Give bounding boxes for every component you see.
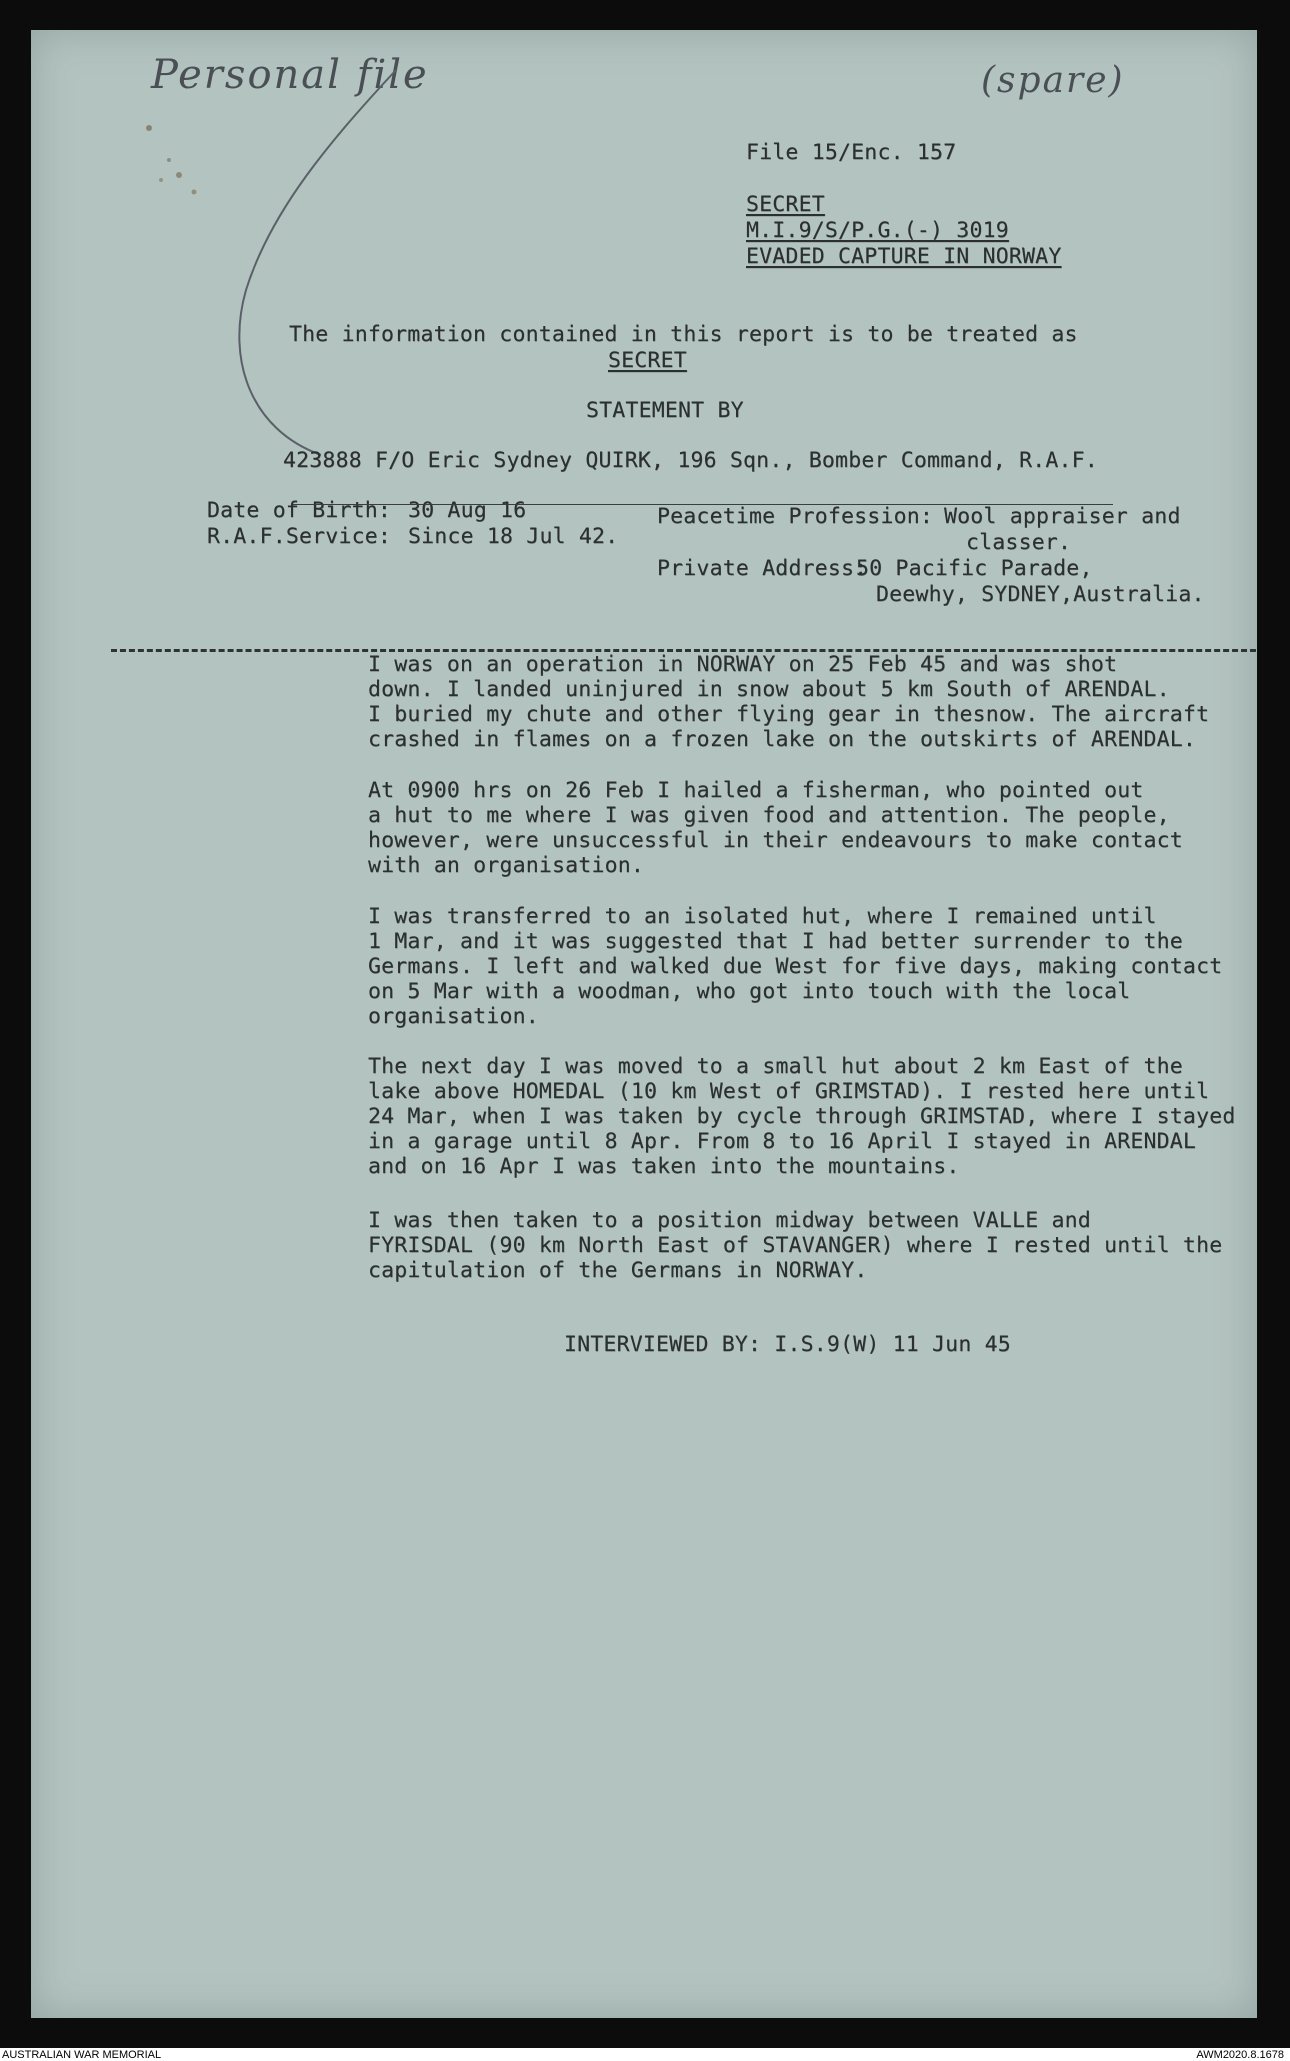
paragraph-line: crashed in flames on a frozen lake on the outskirts of ARENDAL.	[368, 727, 1197, 752]
dob-label: Date of Birth:	[207, 498, 392, 523]
paragraph-line: 24 Mar, when I was taken by cycle through GRIMSTAD, where I stayed	[368, 1104, 1236, 1129]
paragraph-line: organisation.	[368, 1004, 539, 1029]
report-number: M.I.9/S/P.G.(-) 3019	[746, 218, 1009, 243]
file-reference: File 15/Enc. 157	[746, 140, 957, 165]
paragraph-line: I was transferred to an isolated hut, where I remained until	[368, 904, 1157, 929]
address-value-line1: 50 Pacific Parade,	[856, 556, 1093, 581]
section-divider	[111, 649, 1256, 652]
profession-value-line2: classer.	[966, 530, 1072, 555]
paragraph-1	[368, 652, 1248, 752]
paragraph-line: I was then taken to a position midway between VALLE and	[368, 1208, 1091, 1233]
classification-label: SECRET	[746, 192, 825, 217]
paragraph-line: I was on an operation in NORWAY on 25 Feb 45 and was shot	[368, 652, 1118, 677]
address-label: Private Address:	[657, 556, 868, 581]
paragraph-line: with an organisation.	[368, 853, 645, 878]
address-value-line2: Deewhy, SYDNEY,Australia.	[876, 582, 1205, 607]
archive-credit: AUSTRALIAN WAR MEMORIAL	[2, 2049, 162, 2061]
paragraph-line: a hut to me where I was given food and attention. The people,	[368, 803, 1170, 828]
paragraph-line: Germans. I left and walked due West for five days, making contact	[368, 954, 1223, 979]
secrecy-notice-secret: SECRET	[608, 348, 687, 373]
person-underline-rule	[293, 504, 1113, 505]
secrecy-notice: The information contained in this report is to be treated as	[289, 322, 1078, 347]
paragraph-line: lake above HOMEDAL (10 km West of GRIMSTAD). I rested here until	[368, 1079, 1210, 1104]
paragraph-line: I buried my chute and other flying gear in thesnow. The aircraft	[368, 702, 1210, 727]
paragraph-line: on 5 Mar with a woodman, who got into touch with the local	[368, 979, 1131, 1004]
foxing-stain	[139, 120, 219, 210]
paragraph-line: however, were unsuccessful in their endeavours to make contact	[368, 828, 1183, 853]
paragraph-5	[368, 1208, 1248, 1283]
profession-label: Peacetime Profession:	[657, 504, 934, 529]
service-label: R.A.F.Service:	[207, 524, 392, 549]
interviewed-by: INTERVIEWED BY: I.S.9(W) 11 Jun 45	[564, 1332, 1011, 1357]
person-line: 423888 F/O Eric Sydney QUIRK, 196 Sqn., Bomber Command, R.A.F.	[283, 448, 1098, 473]
paragraph-line: capitulation of the Germans in NORWAY.	[368, 1258, 868, 1283]
paragraph-4	[368, 1054, 1248, 1179]
paragraph-line: and on 16 Apr I was taken into the mountains.	[368, 1154, 960, 1179]
service-value: Since 18 Jul 42.	[408, 524, 619, 549]
handwritten-spare: (spare)	[981, 60, 1125, 101]
document-page	[31, 30, 1257, 2018]
paragraph-2	[368, 778, 1248, 878]
handwritten-personal-file: Personal file	[151, 52, 429, 98]
paragraph-line: in a garage until 8 Apr. From 8 to 16 April I stayed in ARENDAL	[368, 1129, 1197, 1154]
profession-value-line1: Wool appraiser and	[944, 504, 1181, 529]
paragraph-3	[368, 904, 1248, 1029]
statement-by-heading: STATEMENT BY	[586, 398, 744, 423]
paragraph-line: FYRISDAL (90 km North East of STAVANGER) where I rested until the	[368, 1233, 1223, 1258]
paragraph-line: 1 Mar, and it was suggested that I had better surrender to the	[368, 929, 1183, 954]
paragraph-line: At 0900 hrs on 26 Feb I hailed a fisherman, who pointed out	[368, 778, 1144, 803]
paragraph-line: down. I landed uninjured in snow about 5 km South of ARENDAL.	[368, 677, 1170, 702]
accession-number: AWM2020.8.1678	[1196, 2049, 1284, 2061]
paragraph-line: The next day I was moved to a small hut about 2 km East of the	[368, 1054, 1183, 1079]
report-title: EVADED CAPTURE IN NORWAY	[746, 244, 1062, 269]
dob-value: 30 Aug 16	[408, 498, 527, 523]
